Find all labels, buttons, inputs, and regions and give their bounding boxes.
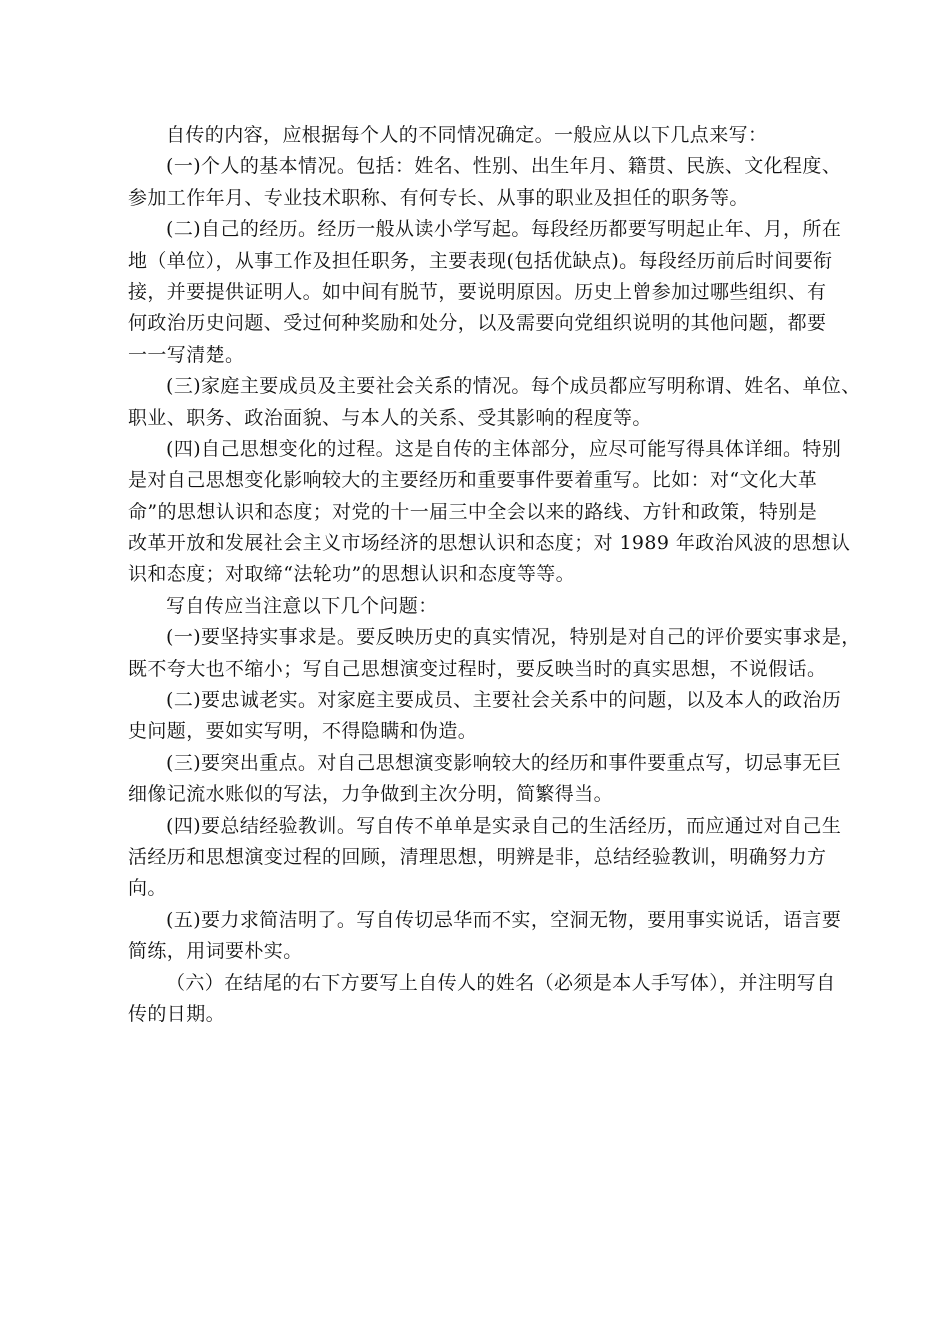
text-line: (四)要总结经验教训。写自传不单单是实录自己的生活经历，而应通过对自己生 [166,814,842,837]
text-line: (四)自己思想变化的过程。这是自传的主体部分，应尽可能写得具体详细。特别 [166,437,842,460]
text-line: 自传的内容，应根据每个人的不同情况确定。一般应从以下几点来写： [166,124,768,146]
text-line: （六）在结尾的右下方要写上自传人的姓名（必须是本人手写体），并注明写自 [166,971,836,994]
text-line: 改革开放和发展社会主义市场经济的思想认识和态度；对 1989 年政治风波的思想认 [128,532,851,555]
text-line: (一)个人的基本情况。包括：姓名、性别、出生年月、籍贯、民族、文化程度、 [166,155,842,178]
text-line: 传的日期。 [128,1002,226,1025]
text-line: 史问题，要如实写明，不得隐瞒和伪造。 [128,720,478,743]
text-line: 接，并要提供证明人。如中间有脱节，要说明原因。历史上曾参加过哪些组织、有 [128,280,827,303]
text-line: (一)要坚持实事求是。要反映历史的真实情况，特别是对自己的评价要实事求是， [166,626,861,649]
text-line: 一一写清楚。 [128,343,245,366]
text-line: 识和态度；对取缔“法轮功”的思想认识和态度等等。 [128,563,576,586]
text-line: (五)要力求简洁明了。写自传切忌华而不实，空洞无物，要用事实说话，语言要 [166,908,842,931]
text-line: (三)家庭主要成员及主要社会关系的情况。每个成员都应写明称谓、姓名、单位、 [166,375,861,398]
text-line: 何政治历史问题、受过何种奖励和处分，以及需要向党组织说明的其他问题，都要 [128,312,827,335]
text-line: (三)要突出重点。对自己思想演变影响较大的经历和事件要重点写，切忌事无巨 [166,751,842,774]
text-line: 是对自己思想变化影响较大的主要经历和重要事件要着重写。比如：对“文化大革 [128,469,818,492]
text-line: 向。 [128,877,167,900]
document-body [128,120,861,1030]
text-line: (二)自己的经历。经历一般从读小学写起。每段经历都要写明起止年、月，所在 [166,218,842,241]
text-line: 参加工作年月、专业技术职称、有何专长、从事的职业及担任的职务等。 [128,186,749,209]
text-line: 命”的思想认识和态度；对党的十一届三中全会以来的路线、方针和政策，特别是 [128,500,818,523]
text-line: 既不夸大也不缩小；写自己思想演变过程时，要反映当时的真实思想，不说假话。 [128,657,827,680]
text-line: 写自传应当注意以下几个问题： [166,594,438,617]
text-line: 地（单位），从事工作及担任职务，主要表现(包括优缺点)。每段经历前后时间要衔 [128,249,833,272]
text-line: 细像记流水账似的写法，力争做到主次分明，简繁得当。 [128,783,614,806]
text-line: 简练，用词要朴实。 [128,940,303,963]
text-line: 职业、职务、政治面貌、与本人的关系、受其影响的程度等。 [128,406,652,429]
text-line: 活经历和思想演变过程的回顾，清理思想，明辨是非，总结经验教训，明确努力方 [128,845,827,868]
text-line: (二)要忠诚老实。对家庭主要成员、主要社会关系中的问题，以及本人的政治历 [166,689,842,712]
